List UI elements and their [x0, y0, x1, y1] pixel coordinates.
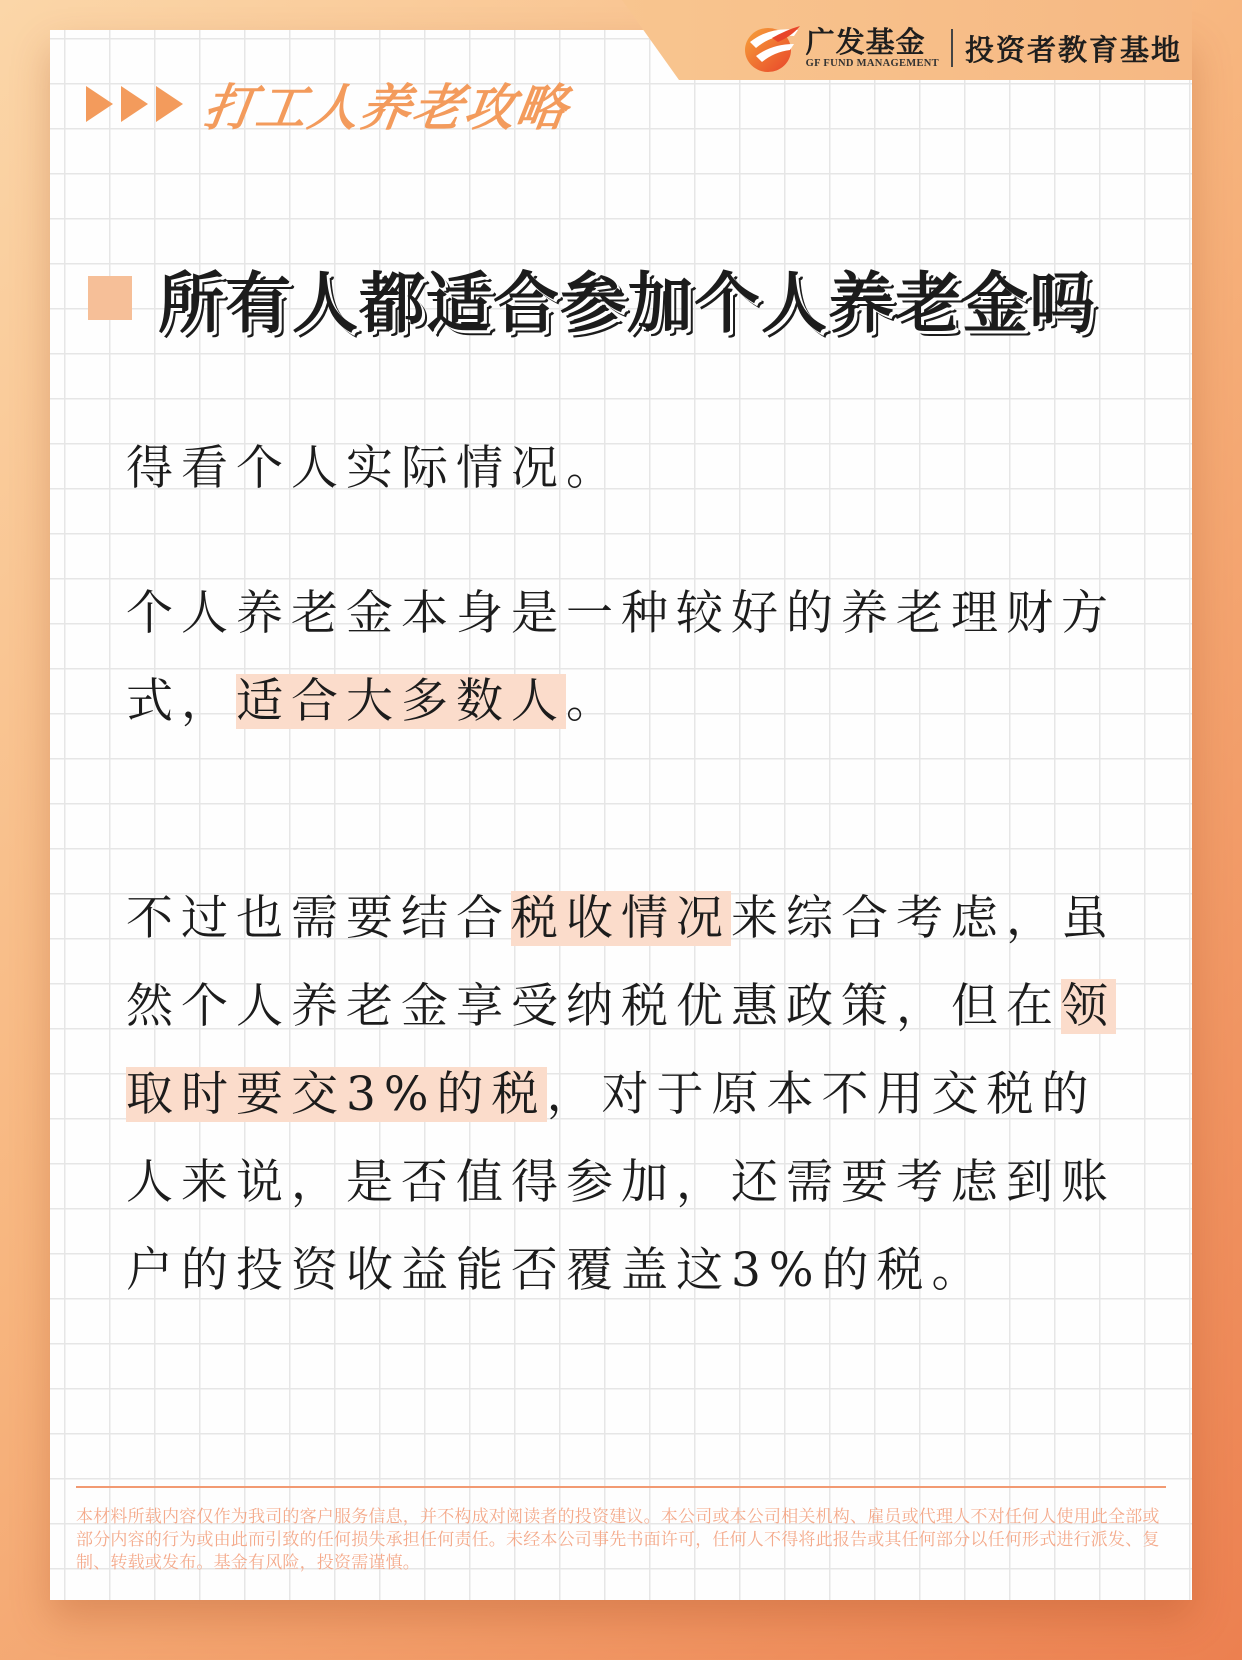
paragraph-3	[126, 875, 1146, 1315]
brand-name-en: GF FUND MANAGEMENT	[805, 58, 939, 69]
disclaimer: 本材料所载内容仅作为我司的客户服务信息，并不构成对阅读者的投资建议。本公司或本公司相关机构、雇员或代理人不对任何人使用此全部或部分内容的行为或由此而引致的任何损失承担任何责任。未经本公司事先书面许可，任何人不得将此报告或其任何部分以任何形式进行派发、复制、转载或发布。基金有风险，投资需谨慎。	[76, 1507, 1160, 1573]
arrow-icon	[86, 86, 113, 122]
gf-fund-logo-icon	[742, 22, 800, 74]
footer-divider	[76, 1486, 1166, 1488]
arrow-icon	[121, 86, 148, 122]
highlight-suitable-most: 适合大多数人	[236, 674, 566, 729]
brand-tagline: 投资者教育基地	[964, 32, 1182, 67]
series-header	[86, 74, 573, 137]
series-title: 打工人养老攻略	[200, 79, 573, 137]
highlight-tax-situation: 税收情况	[511, 891, 731, 946]
paragraph-3-text-a: 不过也需要结合	[126, 891, 511, 946]
paragraph-3-text-b: 来综合考虑，虽然个人养老金享受纳税优惠政策，但在	[126, 891, 1116, 1034]
highlight-withdrawal-tax: 领取时要交3%的税	[126, 979, 1116, 1122]
heading-row	[88, 250, 1096, 345]
page-title: 所有人都适合参加个人养老金吗	[158, 265, 1096, 342]
paragraph-3-text-c: ，对于原本不用交税的人来说，是否值得参加，还需要考虑到账户的投资收益能否覆盖这3%的税。	[126, 1067, 1116, 1298]
brand-header	[742, 22, 1182, 74]
brand-name: 广发基金	[805, 25, 926, 59]
brand-divider	[951, 29, 953, 67]
paragraph-2-end: 。	[566, 674, 621, 729]
triple-arrow-icon	[86, 86, 191, 122]
arrow-icon	[156, 86, 183, 122]
paragraph-1: 得看个人实际情况。	[126, 441, 621, 496]
paragraph-2	[126, 570, 1146, 746]
paragraph-2-text: 个人养老金本身是一种较好的养老理财方式，	[126, 586, 1116, 729]
heading-square-icon	[88, 276, 132, 320]
